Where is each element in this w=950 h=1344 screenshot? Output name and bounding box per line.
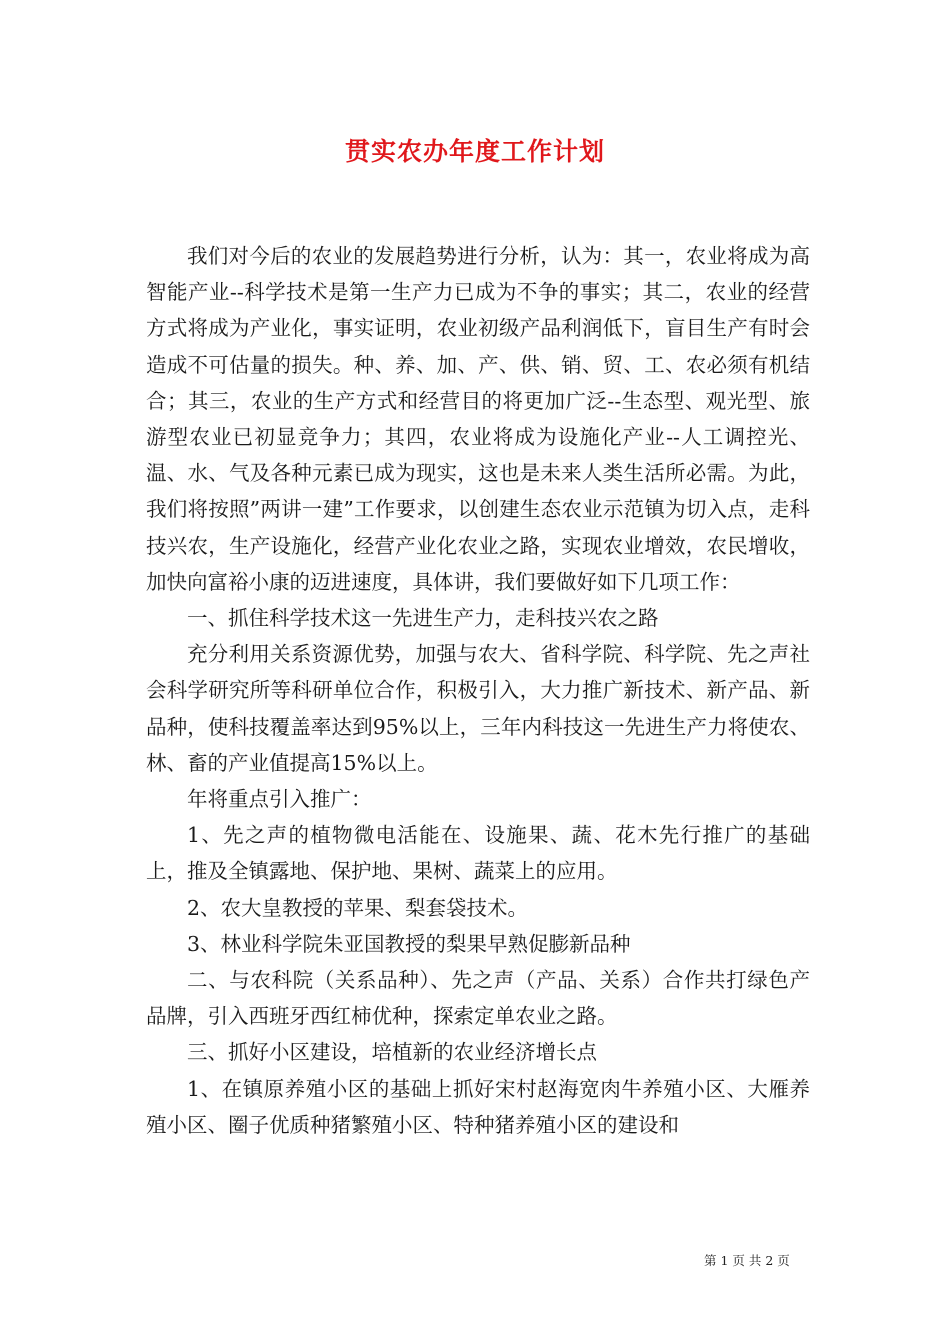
list-item-1: 1、先之声的植物微电活能在、设施果、蔬、花木先行推广的基础上，推及全镇露地、保护地、果树、蔬菜上的应用。 (146, 823, 810, 884)
section-heading-3: 三、抓好小区建设，培植新的农业经济增长点 (187, 1040, 597, 1065)
list-item-4: 1、在镇原养殖小区的基础上抓好宋村赵海宽肉牛养殖小区、大雁养殖小区、圈子优质种猪繁殖小区、特种猪养殖小区的建设和 (146, 1076, 810, 1137)
paragraph-cooperation: 充分利用关系资源优势，加强与农大、省科学院、科学院、先之声社会科学研究所等科研单位合作，积极引入，大力推广新技术、新产品、新品种，使科技覆盖率达到95%以上，三年内科技这一先进生产力将使农、林、畜的产业值提高15%以上。 (146, 642, 810, 775)
section-heading-1: 一、抓住科学技术这一先进生产力，走科技兴农之路 (187, 606, 659, 631)
section-heading-2: 二、与农科院（关系品种）、先之声（产品、关系）合作共打绿色产品牌，引入西班牙西红柿优种，探索定单农业之路。 (146, 968, 810, 1029)
document-title: 贯实农办年度工作计划 (344, 137, 605, 166)
document-body (146, 238, 810, 1143)
list-item-2: 2、农大皇教授的苹果、梨套袋技术。 (187, 895, 529, 920)
paragraph-intro: 我们对今后的农业的发展趋势进行分析，认为：其一，农业将成为高智能产业--科学技术是第一生产力已成为不争的事实；其二，农业的经营方式将成为产业化，事实证明，农业初级产品利润低下，盲目生产有时会造成不可估量的损失。种、养、加、产、供、销、贸、工、农必须有机结合；其三，农业的生产方式和经营目的将更加广泛--生态型、观光型、旅游型农业已初显竞争力；其四，农业将成为设施化产业--人工调控光、温、水、气及各种元素已成为现实，这也是未来人类生活所必需。为此，我们将按照”两讲一建”工作要求，以创建生态农业示范镇为切入点，走科技兴农，生产设施化，经营产业化农业之路，实现农业增效，农民增收，加快向富裕小康的迈进速度，具体讲，我们要做好如下几项工作： (146, 244, 810, 594)
list-item-3: 3、林业科学院朱亚国教授的梨果早熟促膨新品种 (187, 931, 631, 956)
page-number: 第 1 页 共 2 页 (704, 1253, 790, 1268)
paragraph-promotion-intro: 年将重点引入推广： (187, 787, 372, 812)
